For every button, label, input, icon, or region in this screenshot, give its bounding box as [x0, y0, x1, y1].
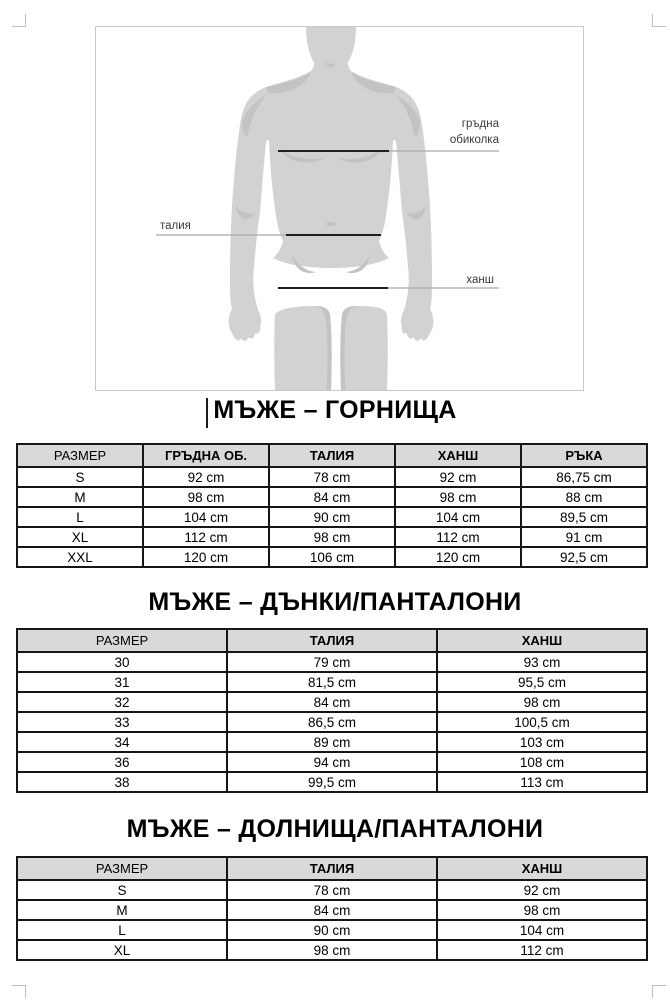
table-cell: 112 cm	[437, 940, 647, 960]
table-cell: L	[17, 920, 227, 940]
table-cell: 98 cm	[269, 527, 395, 547]
size-table-jeans	[16, 628, 648, 793]
table-cell: 32	[17, 692, 227, 712]
column-header: ГРЪДНА ОБ.	[143, 444, 269, 467]
table-cell: 104 cm	[143, 507, 269, 527]
male-silhouette-illustration	[96, 27, 583, 390]
table-row	[17, 467, 647, 487]
table-row	[17, 527, 647, 547]
body-measurement-diagram	[95, 26, 584, 391]
table-cell: 86,5 cm	[227, 712, 437, 732]
table-cell: 93 cm	[437, 652, 647, 672]
table-cell: 90 cm	[269, 507, 395, 527]
hips-label: ханш	[466, 274, 494, 286]
column-header: ХАНШ	[437, 629, 647, 652]
table-cell: 92,5 cm	[521, 547, 647, 567]
section-title-jeans: МЪЖЕ – ДЪНКИ/ПАНТАЛОНИ	[148, 588, 522, 616]
table-cell: XL	[17, 527, 143, 547]
table-row	[17, 652, 647, 672]
table-cell: 98 cm	[395, 487, 521, 507]
table-cell: 84 cm	[269, 487, 395, 507]
table-cell: 112 cm	[143, 527, 269, 547]
table-cell: 108 cm	[437, 752, 647, 772]
chest-label-line1: гръдна	[461, 118, 499, 130]
column-header: РАЗМЕР	[17, 629, 227, 652]
table-cell: 78 cm	[269, 467, 395, 487]
table-cell: 98 cm	[227, 940, 437, 960]
silhouette-thigh-left	[274, 306, 331, 390]
table-cell: 120 cm	[395, 547, 521, 567]
table-cell: 30	[17, 652, 227, 672]
table-cell: 95,5 cm	[437, 672, 647, 692]
table-cell: 100,5 cm	[437, 712, 647, 732]
size-table-bottoms	[16, 856, 648, 961]
table-row	[17, 672, 647, 692]
table-row	[17, 507, 647, 527]
table-cell: XXL	[17, 547, 143, 567]
margin-mark-bottom-left	[12, 985, 26, 998]
column-header: ХАНШ	[395, 444, 521, 467]
size-table-tops	[16, 443, 648, 568]
margin-mark-top-right	[652, 14, 666, 27]
table-cell: 89 cm	[227, 732, 437, 752]
table-cell: 103 cm	[437, 732, 647, 752]
margin-mark-bottom-right	[652, 985, 666, 998]
margin-mark-top-left	[12, 14, 26, 27]
table-cell: 36	[17, 752, 227, 772]
header-row	[17, 857, 647, 880]
table-cell: 92 cm	[395, 467, 521, 487]
table-cell: 34	[17, 732, 227, 752]
table-cell: 99,5 cm	[227, 772, 437, 792]
table-cell: 120 cm	[143, 547, 269, 567]
header-row	[17, 444, 647, 467]
table-cell: 106 cm	[269, 547, 395, 567]
table-cell: L	[17, 507, 143, 527]
column-header: ТАЛИЯ	[227, 857, 437, 880]
table-cell: 78 cm	[227, 880, 437, 900]
waist-label: талия	[160, 220, 191, 232]
table-row	[17, 900, 647, 920]
column-header: ТАЛИЯ	[269, 444, 395, 467]
table-row	[17, 752, 647, 772]
table-cell: 104 cm	[395, 507, 521, 527]
table-row	[17, 692, 647, 712]
table-cell: 88 cm	[521, 487, 647, 507]
table-cell: 33	[17, 712, 227, 732]
table-cell: XL	[17, 940, 227, 960]
column-header: РАЗМЕР	[17, 857, 227, 880]
section-title-bottoms: МЪЖЕ – ДОЛНИЩА/ПАНТАЛОНИ	[126, 815, 544, 843]
table-cell: 89,5 cm	[521, 507, 647, 527]
table-cell: 112 cm	[395, 527, 521, 547]
chest-label-line2: обиколка	[449, 134, 499, 146]
table-cell: 113 cm	[437, 772, 647, 792]
table-row	[17, 772, 647, 792]
table-cell: 84 cm	[227, 900, 437, 920]
table-cell: 92 cm	[143, 467, 269, 487]
table-row	[17, 920, 647, 940]
table-row	[17, 880, 647, 900]
table-cell: 90 cm	[227, 920, 437, 940]
table-cell: 98 cm	[437, 692, 647, 712]
table-cell: 91 cm	[521, 527, 647, 547]
table-cell: 31	[17, 672, 227, 692]
table-row	[17, 712, 647, 732]
shade-navel	[326, 222, 336, 226]
table-cell: 81,5 cm	[227, 672, 437, 692]
table-row	[17, 732, 647, 752]
table-cell: S	[17, 880, 227, 900]
column-header: РЪКА	[521, 444, 647, 467]
column-header: РАЗМЕР	[17, 444, 143, 467]
table-cell: 84 cm	[227, 692, 437, 712]
table-cell: 86,75 cm	[521, 467, 647, 487]
table-row	[17, 487, 647, 507]
table-row	[17, 940, 647, 960]
table-row	[17, 547, 647, 567]
table-cell: 92 cm	[437, 880, 647, 900]
table-cell: 98 cm	[437, 900, 647, 920]
silhouette-thigh-right	[340, 306, 387, 390]
chest-circumference-label	[450, 116, 499, 148]
table-cell: M	[17, 900, 227, 920]
table-cell: 38	[17, 772, 227, 792]
table-cell: S	[17, 467, 143, 487]
section-title-tops: МЪЖЕ – ГОРНИЩА	[213, 396, 457, 424]
column-header: ТАЛИЯ	[227, 629, 437, 652]
header-row	[17, 629, 647, 652]
table-cell: 98 cm	[143, 487, 269, 507]
column-header: ХАНШ	[437, 857, 647, 880]
table-cell: M	[17, 487, 143, 507]
table-cell: 79 cm	[227, 652, 437, 672]
table-cell: 104 cm	[437, 920, 647, 940]
table-cell: 94 cm	[227, 752, 437, 772]
